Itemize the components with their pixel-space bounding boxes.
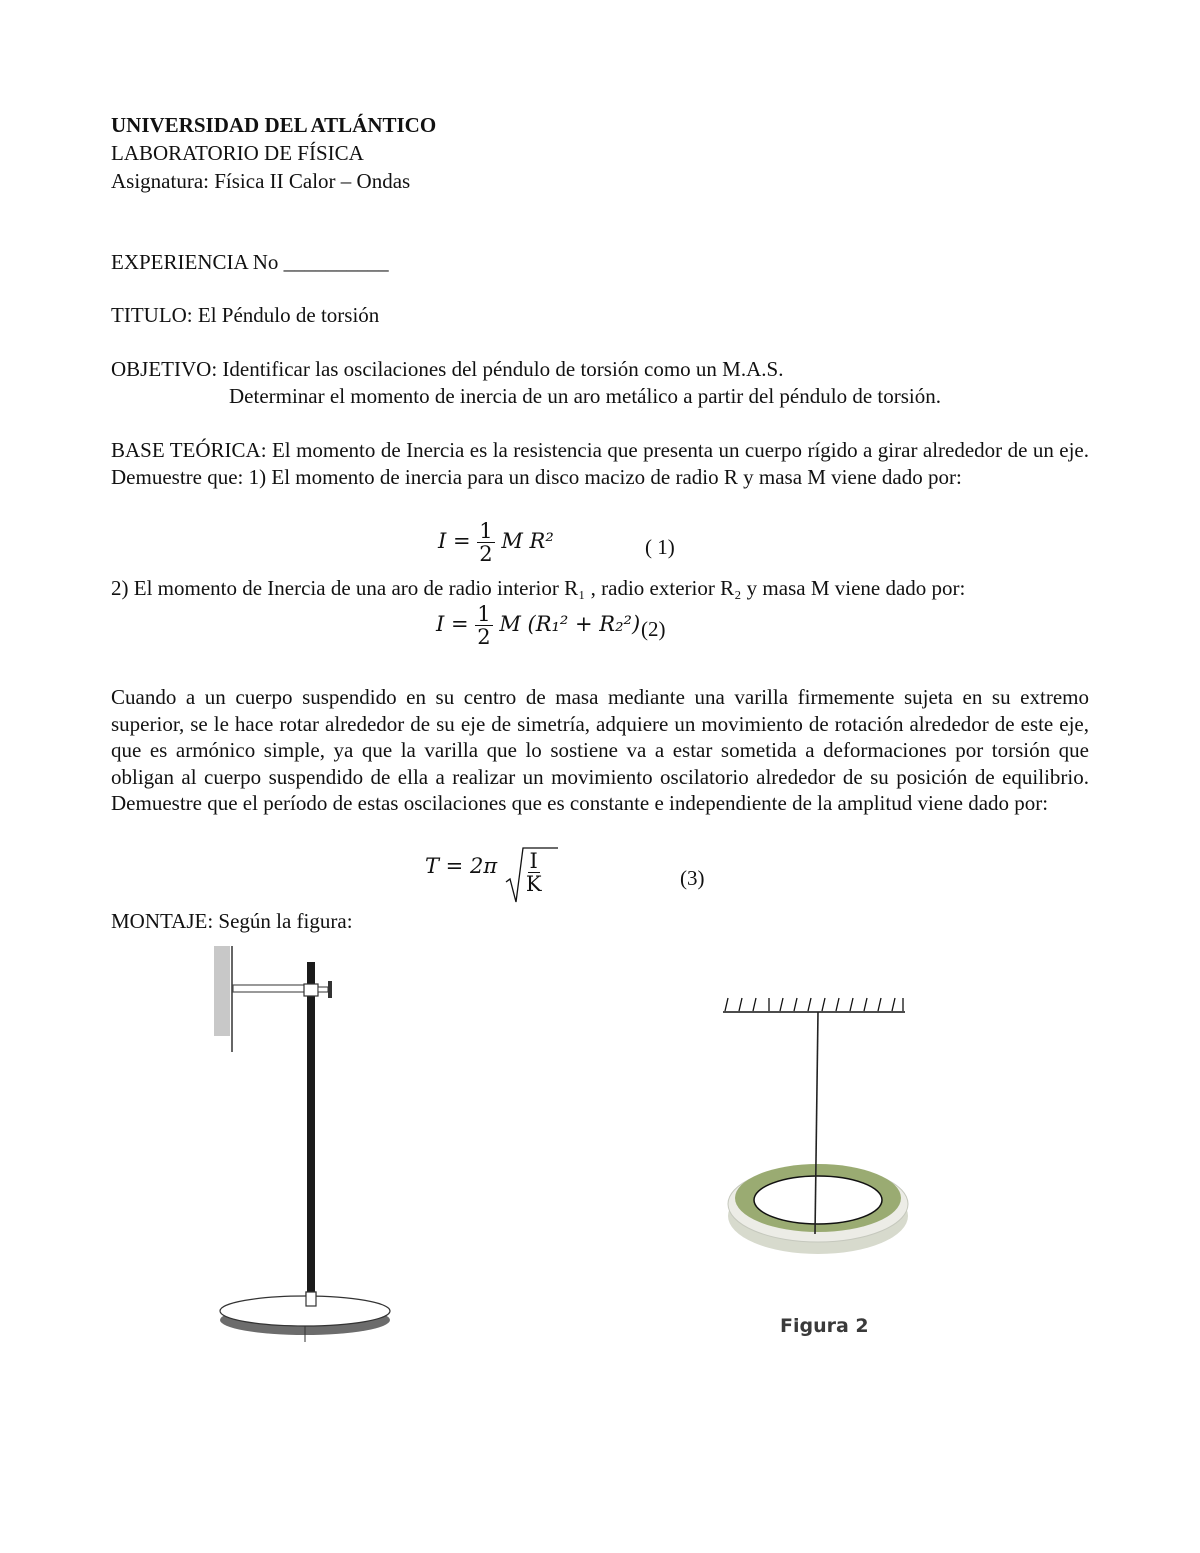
wall-plate: [214, 946, 230, 1036]
eq1-numerator: 1: [479, 519, 493, 543]
equation-1: [438, 520, 554, 565]
eq3-sqrt: [504, 846, 558, 906]
eq3-lhs: T = 2π: [425, 854, 498, 878]
experience-line: EXPERIENCIA No __________: [111, 250, 389, 274]
eq3-fraction: [526, 850, 542, 895]
objective-line-2: Determinar el momento de inercia de un aro metálico a partir del péndulo de torsión.: [229, 384, 941, 408]
objective-line-1: OBJETIVO: Identificar las oscilaciones del péndulo de torsión como un M.A.S.: [111, 357, 784, 381]
lab-heading: LABORATORIO DE FÍSICA: [111, 141, 364, 165]
equation-3-number: (3): [680, 866, 705, 890]
eq2-denominator: 2: [477, 625, 491, 649]
montage-line: MONTAJE: Según la figura:: [111, 909, 353, 933]
theory-paragraph-3: Cuando a un cuerpo suspendido en su centro de masa mediante una varilla firmemente sujeta en su extremo superior, se le hace rotar alrededor de su eje de simetría, adquiere un movimiento de rotación alrededor de este eje, que es armónico simple, ya que la varilla que lo sostiene va a estar sometida a deformaciones por torsión que obligan al cuerpo suspendido de ella a realizar un movimiento oscilatorio alrededor de su posición de equilibrio. Demuestre que el período de estas oscilaciones que es constante e independiente de la amplitud viene dado por:: [111, 685, 1089, 816]
subject-line: Asignatura: Física II Calor – Ondas: [111, 169, 411, 193]
university-heading: UNIVERSIDAD DEL ATLÁNTICO: [111, 113, 437, 137]
theory-paragraph-1: BASE TEÓRICA: El momento de Inercia es la resistencia que presenta un cuerpo rígido a girar alrededor de un eje. Demuestre que: 1) El momento de inercia para un disco macizo de radio R y masa M viene dado por:: [111, 438, 1089, 489]
eq2-numerator: 1: [477, 602, 491, 626]
equation-2-number: (2): [641, 617, 666, 641]
eq1-lhs: I =: [438, 529, 471, 553]
vertical-rod: [307, 962, 315, 1292]
eq1-fraction: [477, 520, 494, 565]
figure-2-torsion-ring-illustration: [715, 988, 915, 1288]
equation-3: [425, 846, 558, 906]
eq1-rhs: M R²: [501, 529, 554, 553]
equation-2: [436, 603, 640, 648]
eq3-numerator: I: [529, 849, 538, 873]
theory-paragraph-2: 2) El momento de Inercia de una aro de radio interior R₁ , radio exterior R₂ y masa M viene dado por:: [111, 576, 966, 600]
eq3-denominator: K: [525, 872, 542, 896]
clamp-arm: [233, 985, 309, 992]
ring-inner-hole: [754, 1176, 882, 1224]
eq1-denominator: 2: [479, 542, 493, 566]
figure-1-stand-illustration: [200, 940, 430, 1350]
title-line: TITULO: El Péndulo de torsión: [111, 303, 380, 327]
ceiling-hatching: [725, 998, 903, 1011]
base-disk: [220, 1296, 390, 1326]
eq2-rhs: M (R₁² + R₂²): [499, 612, 641, 636]
clamp-screw: [328, 981, 332, 998]
equation-1-number: ( 1): [645, 535, 675, 559]
figure-2-caption: Figura 2: [780, 1315, 869, 1337]
eq2-fraction: [475, 603, 492, 648]
eq2-lhs: I =: [436, 612, 469, 636]
